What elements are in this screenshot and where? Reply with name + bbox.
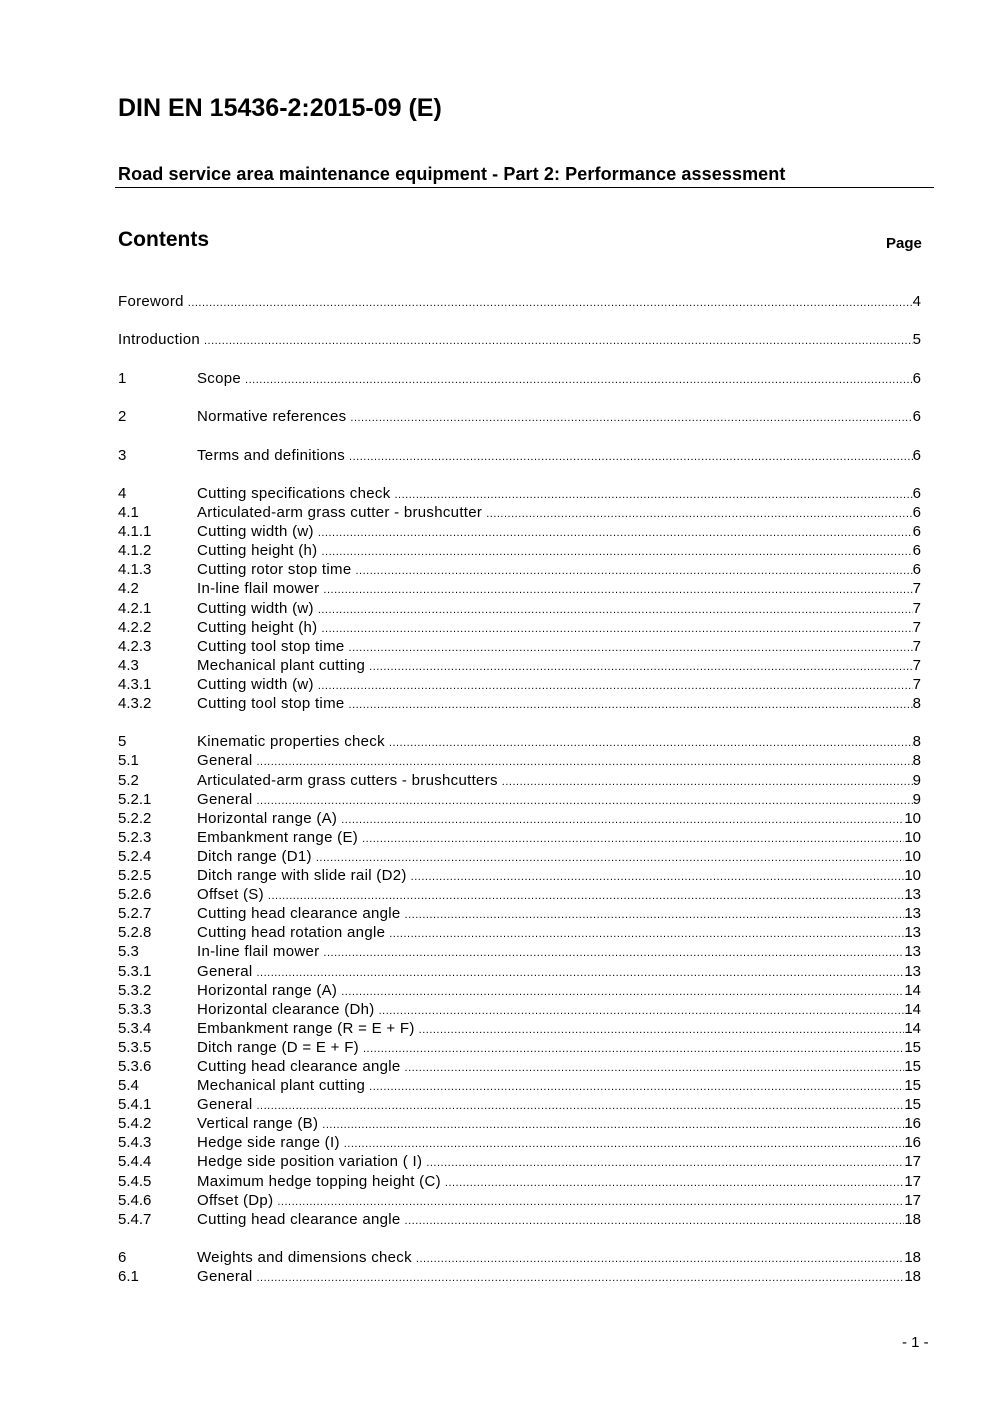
toc-entry-number: 6 [118,1249,127,1267]
toc-entry[interactable] [118,1267,921,1286]
toc-entry[interactable] [118,1210,921,1229]
toc-entry-number: 4 [118,484,127,502]
toc-entry-number: 5.3.4 [118,1019,152,1037]
toc-entry[interactable] [118,751,921,770]
toc-entry-title: Weights and dimensions check [197,1249,412,1267]
toc-entry-page: 18 [904,1249,921,1267]
toc-entry[interactable] [118,904,921,923]
toc-entry-page: 10 [904,867,921,885]
toc-entry-title: Ditch range (D1) [197,847,312,865]
toc-dot-leader [445,1174,904,1193]
toc-entry-page: 7 [912,675,921,693]
toc-entry[interactable] [118,1191,921,1210]
toc-dot-leader [389,734,913,753]
toc-entry-title: In-line flail mower [197,943,320,961]
toc-entry-page: 13 [904,962,921,980]
toc-entry[interactable] [118,484,921,503]
toc-entry-number: 5.4.5 [118,1172,152,1190]
toc-entry[interactable] [118,541,921,560]
toc-entry-title: Cutting width (w) [197,523,314,541]
toc-entry-page: 4 [912,293,921,310]
toc-entry-number: 5.2.8 [118,924,152,942]
toc-dot-leader [323,944,904,963]
toc-entry-title: Kinematic properties check [197,733,385,751]
toc-entry[interactable] [118,1152,921,1171]
toc-entry-number: 5 [118,733,127,751]
toc-entry-title: Offset (S) [197,886,264,904]
toc-entry[interactable] [118,1114,921,1133]
toc-dot-leader [405,1212,905,1231]
toc-entry-page: 17 [904,1172,921,1190]
toc-entry-title: Ditch range (D = E + F) [197,1038,359,1056]
toc-entry-title: Introduction [118,331,200,349]
toc-entry-number: 2 [118,408,127,426]
toc-dot-leader [318,601,913,620]
toc-dot-leader [341,811,904,830]
toc-entry-title: Embankment range (R = E + F) [197,1019,415,1037]
toc-entry-page: 8 [912,733,921,751]
toc-entry-page: 10 [904,847,921,865]
contents-heading: Contents [118,228,209,251]
toc-dot-leader [419,1021,905,1040]
header-divider [115,187,934,188]
toc-entry[interactable] [118,694,921,713]
toc-entry-number: 5.4.4 [118,1153,152,1171]
toc-entry-title: Vertical range (B) [197,1115,319,1133]
toc-entry-number: 5.3.6 [118,1057,152,1075]
toc-entry-page: 17 [904,1191,921,1209]
toc-entry-number: 1 [118,369,127,387]
toc-entry[interactable] [118,579,921,598]
toc-entry-title: Ditch range with slide rail (D2) [197,867,407,885]
toc-entry[interactable] [118,407,921,426]
toc-entry[interactable] [118,942,921,961]
toc-entry-page: 15 [904,1096,921,1114]
toc-entry-title: Cutting height (h) [197,618,318,636]
toc-entry-title: Embankment range (E) [197,828,359,846]
toc-entry-page: 7 [912,599,921,617]
toc-entry[interactable] [118,1133,921,1152]
toc-entry-page: 10 [904,828,921,846]
toc-entry-number: 4.2 [118,580,139,598]
document-subtitle: Road service area maintenance equipment - Part 2: Performance assessment [118,164,786,184]
toc-entry[interactable] [118,292,921,311]
toc-entry-page: 8 [912,694,921,712]
toc-entry-number: 4.1.3 [118,561,152,579]
toc-entry-title: Cutting width (w) [197,599,314,617]
toc-entry-number: 5.1 [118,752,139,770]
toc-dot-leader [502,773,913,792]
toc-entry-number: 5.3.2 [118,981,152,999]
toc-entry-title: Cutting head clearance angle [197,1210,401,1228]
toc-entry[interactable] [118,962,921,981]
toc-entry-title: Cutting head rotation angle [197,924,386,942]
toc-entry[interactable] [118,369,921,388]
toc-dot-leader [349,696,913,715]
toc-dot-leader [321,543,912,562]
toc-entry-page: 10 [904,809,921,827]
toc-dot-leader [405,906,905,925]
toc-entry[interactable] [118,560,921,579]
toc-dot-leader [362,830,904,849]
toc-entry[interactable] [118,618,921,637]
toc-entry[interactable] [118,637,921,656]
toc-dot-leader [411,868,905,887]
toc-dot-leader [256,964,904,983]
toc-entry-number: 5.4.7 [118,1210,152,1228]
toc-entry[interactable] [118,522,921,541]
toc-dot-leader [355,562,912,581]
toc-entry-page: 5 [912,331,921,349]
toc-entry-page: 13 [904,924,921,942]
toc-entry-title: Normative references [197,408,347,426]
toc-entry-number: 5.2.6 [118,886,152,904]
toc-entry-page: 16 [904,1134,921,1152]
toc-entry-number: 4.1 [118,504,139,522]
toc-entry[interactable] [118,809,921,828]
toc-entry[interactable] [118,771,921,790]
toc-dot-leader [188,294,913,313]
toc-dot-leader [341,983,904,1002]
toc-entry-title: In-line flail mower [197,580,320,598]
toc-dot-leader [321,620,912,639]
toc-entry[interactable] [118,1172,921,1191]
toc-entry-page: 18 [904,1210,921,1228]
toc-entry[interactable] [118,1000,921,1019]
toc-entry-page: 15 [904,1038,921,1056]
toc-entry-page: 15 [904,1077,921,1095]
toc-entry[interactable] [118,1019,921,1038]
toc-dot-leader [322,1116,904,1135]
toc-entry-title: Mechanical plant cutting [197,656,366,674]
toc-dot-leader [416,1250,904,1269]
toc-entry-page: 18 [904,1268,921,1286]
toc-entry-number: 5.4 [118,1077,139,1095]
toc-dot-leader [344,1135,905,1154]
toc-entry-page: 6 [912,408,921,426]
toc-entry-number: 5.2.5 [118,867,152,885]
toc-entry[interactable] [118,1095,921,1114]
toc-entry-title: General [197,752,253,770]
toc-dot-leader [363,1040,904,1059]
toc-entry-number: 5.4.3 [118,1134,152,1152]
toc-dot-leader [350,409,912,428]
toc-entry-title: General [197,790,253,808]
toc-entry-number: 5.2.4 [118,847,152,865]
toc-entry-title: Cutting head clearance angle [197,1057,401,1075]
toc-entry-page: 13 [904,943,921,961]
toc-entry[interactable] [118,790,921,809]
toc-entry-title: Hedge side range (I) [197,1134,340,1152]
toc-entry-number: 5.4.1 [118,1096,152,1114]
toc-entry-page: 7 [912,580,921,598]
toc-entry-number: 5.4.2 [118,1115,152,1133]
toc-entry-title: General [197,962,253,980]
toc-entry-number: 5.2.3 [118,828,152,846]
toc-entry[interactable] [118,1057,921,1076]
toc-dot-leader [204,332,913,351]
toc-entry-number: 4.2.3 [118,637,152,655]
toc-entry-page: 7 [912,656,921,674]
toc-entry-page: 6 [912,369,921,387]
toc-entry-page: 6 [912,446,921,464]
toc-entry-page: 13 [904,905,921,923]
toc-dot-leader [349,639,913,658]
toc-dot-leader [369,1078,904,1097]
toc-entry-number: 5.3.5 [118,1038,152,1056]
toc-dot-leader [379,1002,905,1021]
toc-entry-title: Cutting tool stop time [197,694,345,712]
toc-entry[interactable] [118,732,921,751]
toc-entry[interactable] [118,446,921,465]
toc-entry-title: Terms and definitions [197,446,346,464]
toc-entry-number: 5.2.1 [118,790,152,808]
toc-entry-number: 5.3.3 [118,1000,152,1018]
toc-entry-number: 4.3 [118,656,139,674]
toc-entry-page: 6 [912,484,921,502]
toc-entry[interactable] [118,847,921,866]
toc-entry-page: 14 [904,1019,921,1037]
toc-entry-title: Articulated-arm grass cutters - brushcutters [197,771,498,789]
toc-entry-page: 6 [912,523,921,541]
toc-dot-leader [323,581,912,600]
toc-entry-number: 5.4.6 [118,1191,152,1209]
toc-entry-title: Cutting width (w) [197,675,314,693]
toc-entry-title: Cutting rotor stop time [197,561,352,579]
toc-entry-number: 4.1.2 [118,542,152,560]
toc-dot-leader [389,925,904,944]
toc-entry-title: General [197,1096,253,1114]
toc-entry[interactable] [118,1038,921,1057]
page-number: - 1 - [902,1334,929,1351]
document-id: DIN EN 15436-2:2015-09 (E) [118,94,442,122]
toc-entry-number: 5.2.7 [118,905,152,923]
toc-entry-title: Cutting tool stop time [197,637,345,655]
toc-entry-page: 6 [912,542,921,560]
toc-dot-leader [405,1059,905,1078]
toc-dot-leader [369,658,913,677]
toc-entry-number: 4.2.1 [118,599,152,617]
toc-entry-title: Mechanical plant cutting [197,1077,366,1095]
toc-entry[interactable] [118,656,921,675]
toc-entry-number: 4.1.1 [118,523,152,541]
toc-dot-leader [318,677,913,696]
toc-entry[interactable] [118,503,921,522]
toc-entry-title: Articulated-arm grass cutter - brushcutter [197,504,483,522]
toc-entry-page: 7 [912,618,921,636]
toc-entry[interactable] [118,1248,921,1267]
toc-entry-title: Horizontal clearance (Dh) [197,1000,375,1018]
toc-dot-leader [256,1097,904,1116]
toc-entry-page: 8 [912,752,921,770]
toc-entry-page: 6 [912,504,921,522]
toc-dot-leader [426,1154,904,1173]
toc-dot-leader [256,1269,904,1288]
toc-entry-page: 13 [904,886,921,904]
toc-entry-title: Cutting specifications check [197,484,391,502]
toc-dot-leader [318,524,913,543]
toc-entry-title: Maximum hedge topping height (C) [197,1172,441,1190]
page-column-label: Page [886,235,922,252]
toc-entry-page: 14 [904,981,921,999]
toc-entry-title: Cutting height (h) [197,542,318,560]
toc-entry-title: Offset (Dp) [197,1191,274,1209]
toc-entry-title: General [197,1268,253,1286]
toc-dot-leader [256,792,912,811]
toc-entry[interactable] [118,675,921,694]
toc-entry-page: 17 [904,1153,921,1171]
toc-entry[interactable] [118,866,921,885]
toc-entry-title: Scope [197,369,242,387]
toc-entry-page: 6 [912,561,921,579]
toc-entry[interactable] [118,981,921,1000]
toc-entry-number: 4.3.1 [118,675,152,693]
toc-entry-number: 3 [118,446,127,464]
toc-entry[interactable] [118,923,921,942]
toc-entry-title: Horizontal range (A) [197,809,338,827]
toc-entry-number: 6.1 [118,1268,139,1286]
toc-entry[interactable] [118,599,921,618]
toc-entry-number: 5.2.2 [118,809,152,827]
toc-dot-leader [245,371,913,390]
toc-entry-page: 9 [912,790,921,808]
toc-entry-title: Horizontal range (A) [197,981,338,999]
toc-entry-number: 5.3 [118,943,139,961]
toc-entry[interactable] [118,885,921,904]
toc-entry-number: 5.2 [118,771,139,789]
toc-entry-title: Cutting head clearance angle [197,905,401,923]
toc-entry-page: 16 [904,1115,921,1133]
table-of-contents [118,292,921,1286]
toc-entry[interactable] [118,330,921,349]
toc-entry-page: 15 [904,1057,921,1075]
toc-entry-page: 7 [912,637,921,655]
toc-entry-page: 9 [912,771,921,789]
toc-dot-leader [486,505,912,524]
toc-dot-leader [349,448,913,467]
toc-entry-number: 4.2.2 [118,618,152,636]
toc-entry-page: 14 [904,1000,921,1018]
toc-entry-title: Hedge side position variation ( I) [197,1153,423,1171]
toc-entry-title: Foreword [118,293,184,310]
toc-entry[interactable] [118,1076,921,1095]
toc-entry-number: 5.3.1 [118,962,152,980]
toc-entry[interactable] [118,828,921,847]
toc-entry-number: 4.3.2 [118,694,152,712]
